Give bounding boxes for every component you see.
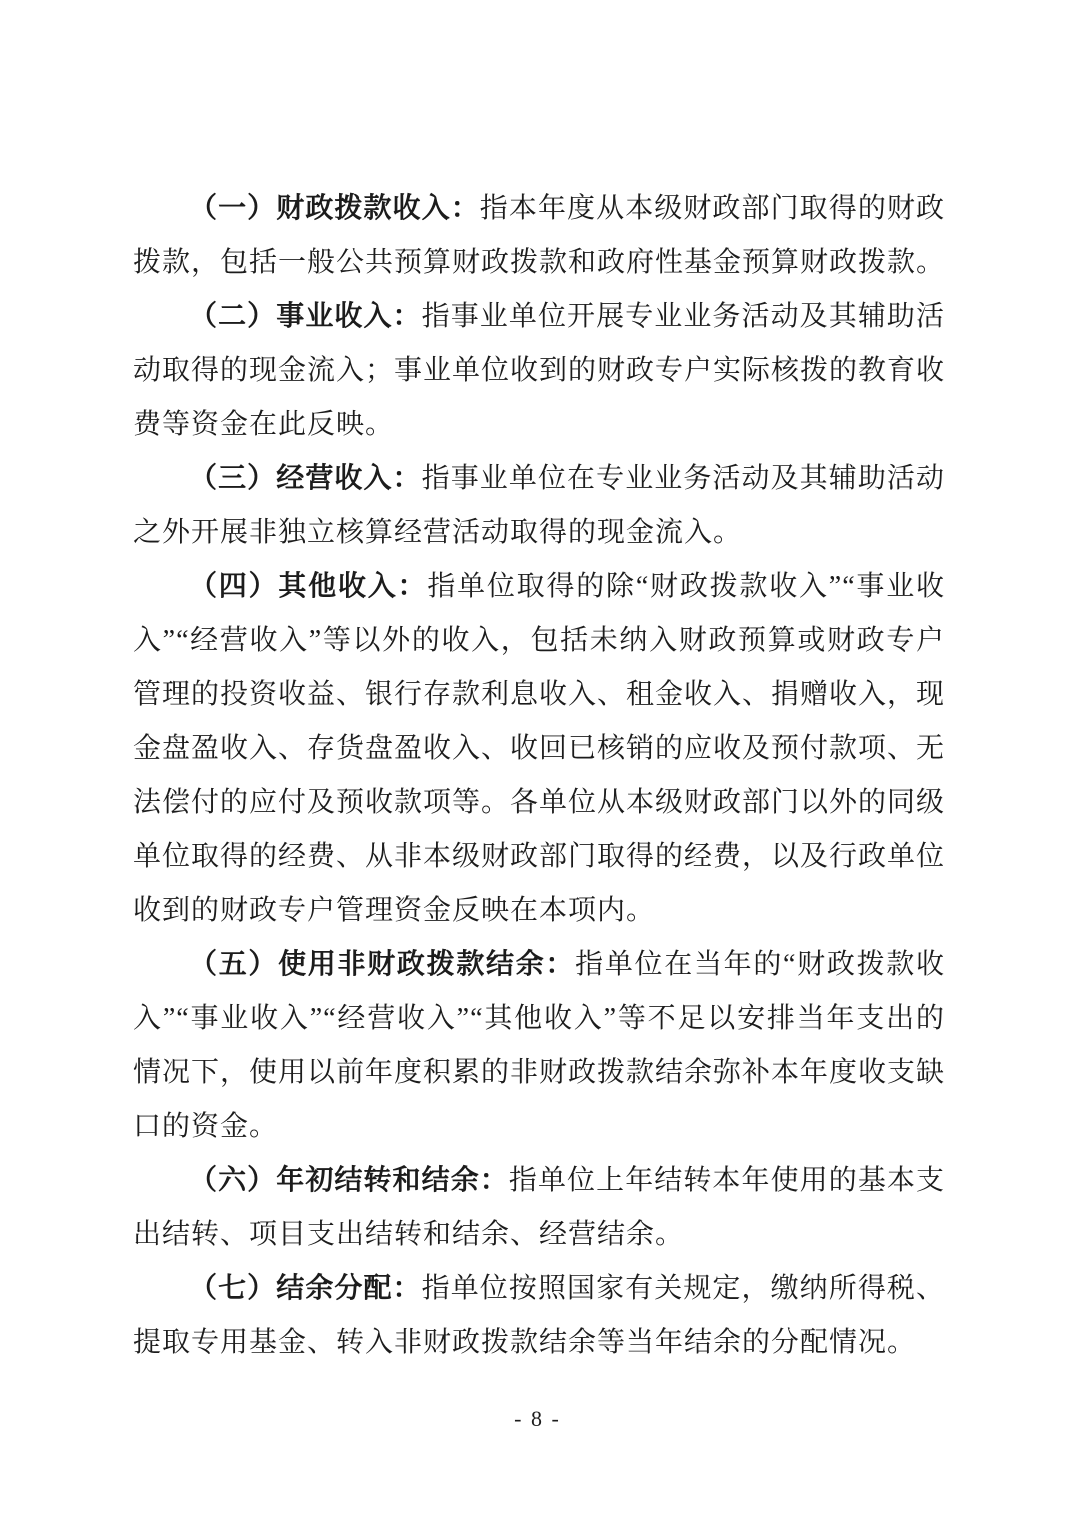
paragraph-lead: （五）使用非财政拨款结余： bbox=[189, 949, 576, 980]
document-body bbox=[133, 182, 945, 1370]
paragraph bbox=[133, 560, 945, 938]
paragraph bbox=[133, 1154, 945, 1262]
paragraph-lead: （一）财政拨款收入： bbox=[189, 193, 480, 224]
paragraph bbox=[133, 452, 945, 560]
paragraph-text: 指单位取得的除“财政拨款收入”“事业收入”“经营收入”等以外的收入，包括未纳入财政预算或财政专户管理的投资收益、银行存款利息收入、租金收入、捐赠收入，现金盘盈收入、存货盘盈收入、收回已核销的应收及预付款项、无法偿付的应付及预收款项等。各单位从本级财政部门以外的同级单位取得的经费、从非本级财政部门取得的经费，以及行政单位收到的财政专户管理资金反映在本项内。 bbox=[133, 571, 946, 926]
paragraph-text: 指单位按照国家有关规定，缴纳所得税、提取专用基金、转入非财政拨款结余等当年结余的分配情况。 bbox=[133, 1273, 945, 1358]
paragraph-lead: （六）年初结转和结余： bbox=[189, 1165, 509, 1196]
paragraph bbox=[133, 938, 945, 1154]
paragraph-text: 指事业单位在专业业务活动及其辅助活动之外开展非独立核算经营活动取得的现金流入。 bbox=[133, 463, 945, 548]
paragraph-text: 指单位上年结转本年使用的基本支出结转、项目支出结转和结余、经营结余。 bbox=[133, 1165, 945, 1250]
paragraph-text: 指本年度从本级财政部门取得的财政拨款，包括一般公共预算财政拨款和政府性基金预算财政拨款。 bbox=[133, 193, 946, 278]
paragraph-lead: （四）其他收入： bbox=[189, 571, 428, 602]
paragraph bbox=[133, 290, 945, 452]
page-number: - 8 - bbox=[514, 1406, 561, 1431]
paragraph-lead: （二）事业收入： bbox=[189, 301, 422, 332]
paragraph bbox=[133, 1262, 945, 1370]
paragraph-lead: （七）结余分配： bbox=[189, 1273, 422, 1304]
paragraph-lead: （三）经营收入： bbox=[189, 463, 422, 494]
paragraph-text: 指事业单位开展专业业务活动及其辅助活动取得的现金流入；事业单位收到的财政专户实际核拨的教育收费等资金在此反映。 bbox=[133, 301, 946, 440]
paragraph bbox=[133, 182, 945, 290]
paragraph-text: 指单位在当年的“财政拨款收入”“事业收入”“经营收入”“其他收入”等不足以安排当年支出的情况下，使用以前年度积累的非财政拨款结余弥补本年度收支缺口的资金。 bbox=[133, 949, 946, 1142]
